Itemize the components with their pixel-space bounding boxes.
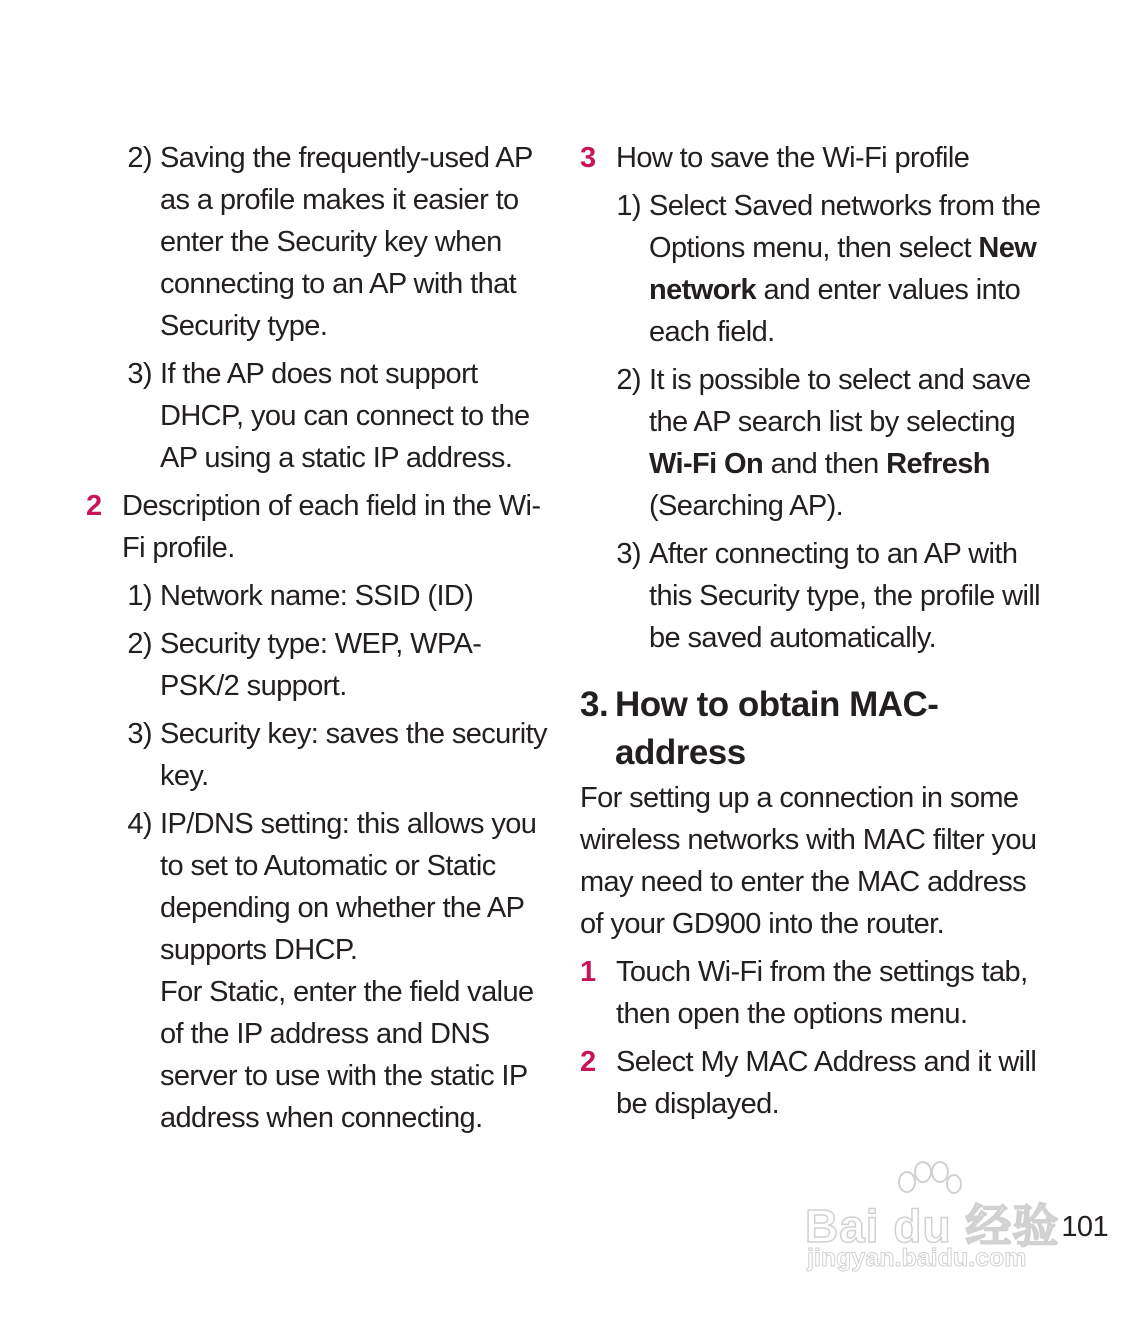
watermark-url: jingyan.baidu.com bbox=[807, 1244, 1027, 1272]
step-number: 3 bbox=[580, 142, 596, 174]
list-text: IP/DNS setting: this allows you to set to Automatic or Static depending on whether the AP supports DHCP. bbox=[160, 808, 537, 966]
step-text: Touch Wi-Fi from the settings tab, then open the options menu. bbox=[616, 956, 1028, 1030]
list-number: 1) bbox=[127, 580, 152, 612]
list-text-extra: For Static, enter the field value of the IP address and DNS server to use with the static IP address when connecting. bbox=[160, 976, 534, 1134]
text-run: and enter values into each field. bbox=[649, 274, 1021, 348]
left-column bbox=[86, 137, 556, 1139]
section-title: How to obtain MAC-address bbox=[615, 685, 939, 772]
list-item bbox=[580, 533, 1050, 659]
step-number: 1 bbox=[580, 956, 596, 988]
list-item bbox=[580, 359, 1050, 527]
list-item bbox=[86, 575, 556, 617]
step-1 bbox=[580, 951, 1050, 1035]
bold-term: New network bbox=[649, 232, 1037, 306]
text-run: (Searching AP). bbox=[649, 490, 844, 522]
list-item bbox=[86, 803, 556, 1139]
list-number: 2) bbox=[127, 142, 152, 174]
list-text-block bbox=[160, 803, 556, 1139]
bold-term: Wi-Fi On bbox=[649, 448, 764, 480]
step-2 bbox=[86, 485, 556, 569]
list-item bbox=[86, 353, 556, 479]
step-text: How to save the Wi-Fi profile bbox=[616, 142, 970, 174]
list-text: Security key: saves the security key. bbox=[160, 718, 547, 792]
list-text: Network name: SSID (ID) bbox=[160, 580, 474, 612]
page-number: 101 bbox=[1061, 1211, 1108, 1243]
list-number: 1) bbox=[616, 190, 641, 222]
list-item bbox=[580, 185, 1050, 353]
list-text: If the AP does not support DHCP, you can connect to the AP using a static IP address. bbox=[160, 358, 530, 474]
bold-term: Refresh bbox=[886, 448, 990, 480]
list-text: Security type: WEP, WPA-PSK/2 support. bbox=[160, 628, 482, 702]
text-run: and then bbox=[763, 448, 887, 480]
list-number: 2) bbox=[616, 364, 641, 396]
list-item bbox=[86, 623, 556, 707]
step-3 bbox=[580, 137, 1050, 179]
list-item bbox=[86, 137, 556, 347]
list-number: 3) bbox=[127, 718, 152, 750]
step-number: 2 bbox=[86, 490, 102, 522]
right-column bbox=[580, 137, 1050, 1125]
list-number: 3) bbox=[127, 358, 152, 390]
watermark-brand: Bai du 经验 bbox=[805, 1200, 1060, 1252]
text-run: Select Saved networks from the Options menu, then select bbox=[649, 190, 1041, 264]
list-text bbox=[649, 359, 1050, 527]
list-text: Saving the frequently-used AP as a profile makes it easier to enter the Security key when connecting to an AP with that Security type. bbox=[160, 142, 533, 342]
section-heading bbox=[580, 681, 1050, 777]
step-2 bbox=[580, 1041, 1050, 1125]
list-number: 4) bbox=[127, 808, 152, 840]
intro-paragraph: For setting up a connection in some wireless networks with MAC filter you may need to enter the MAC address of your GD900 into the router. bbox=[580, 782, 1037, 940]
list-number: 3) bbox=[616, 538, 641, 570]
baidu-watermark bbox=[805, 1160, 1065, 1280]
step-number: 2 bbox=[580, 1046, 596, 1078]
list-text: After connecting to an AP with this Security type, the profile will be saved automatically. bbox=[649, 538, 1041, 654]
text-run: It is possible to select and save the AP search list by selecting bbox=[649, 364, 1031, 438]
list-number: 2) bbox=[127, 628, 152, 660]
list-item bbox=[86, 713, 556, 797]
list-text bbox=[649, 185, 1050, 353]
section-number: 3. bbox=[580, 685, 609, 724]
step-text: Description of each field in the Wi-Fi profile. bbox=[122, 490, 541, 564]
step-text: Select My MAC Address and it will be displayed. bbox=[616, 1046, 1037, 1120]
